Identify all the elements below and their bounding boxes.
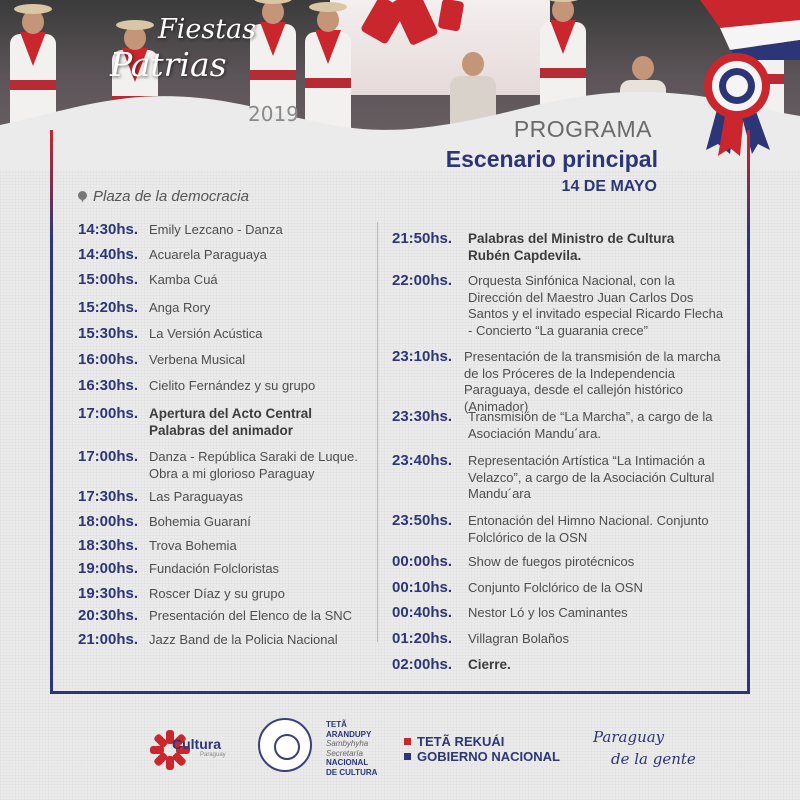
schedule-item: Conjunto Folclórico de la OSN	[468, 580, 643, 595]
schedule-item: La Versión Acústica	[149, 326, 263, 341]
government-logo	[404, 734, 560, 764]
schedule-item: Nestor Ló y los Caminantes	[468, 605, 628, 620]
cultura-logo-label: Cultura	[172, 736, 221, 752]
schedule-time: 17:00hs.	[78, 405, 139, 422]
paraguay-flag-decoration	[690, 0, 800, 60]
schedule-item: Show de fuegos pirotécnicos	[468, 554, 635, 569]
snc-logo-text	[326, 720, 377, 777]
schedule-time: 00:00hs.	[392, 553, 453, 570]
gov-line-1: TETÃ REKUÁI	[417, 734, 505, 749]
schedule-time: 17:30hs.	[78, 488, 139, 505]
schedule-time: 00:40hs.	[392, 604, 453, 621]
schedule-item: Orquesta Sinfónica Nacional, con la Dirección del Maestro Juan Carlos Dos Santos y el invitado especial Ricardo Flecha - Concierto “La guarania crece”	[468, 273, 724, 338]
schedule-item: Palabras del Ministro de Cultura Rubén Capdevila.	[468, 231, 675, 263]
blue-square-icon	[404, 753, 411, 760]
location-pin-icon	[78, 191, 87, 203]
schedule-time: 19:30hs.	[78, 585, 139, 602]
schedule-time: 16:00hs.	[78, 351, 139, 368]
schedule-time: 14:30hs.	[78, 221, 139, 238]
schedule-time: 02:00hs.	[392, 656, 453, 673]
brand-line-1: Fiestas	[158, 14, 257, 45]
cultura-logo-sub: Paraguay	[200, 752, 226, 758]
schedule-time: 15:30hs.	[78, 325, 139, 342]
schedule-item: Verbena Musical	[149, 352, 246, 367]
paraguay-tagline	[593, 726, 696, 770]
schedule-time: 01:20hs.	[392, 630, 453, 647]
snc-line: Secretaría	[326, 748, 363, 758]
snc-line: Sambyhyha	[326, 739, 369, 748]
snc-line: DE CULTURA	[326, 767, 378, 777]
cultura-logo-icon	[150, 722, 240, 782]
schedule-item: Villagran Bolaños	[468, 631, 569, 646]
national-seal-icon	[258, 718, 312, 772]
snc-line: NACIONAL	[326, 758, 369, 767]
schedule-item: Acuarela Paraguaya	[149, 247, 267, 262]
schedule-time: 15:20hs.	[78, 299, 139, 316]
tagline-line-1: Paraguay	[593, 728, 665, 746]
schedule-item: Roscer Díaz y su grupo	[149, 586, 285, 601]
schedule-item: Las Paraguayas	[149, 489, 243, 504]
location-label	[78, 188, 249, 205]
schedule-time: 17:00hs.	[78, 448, 139, 465]
snc-line: ARANDUPY	[326, 729, 372, 739]
schedule-time: 21:50hs.	[392, 230, 453, 247]
snc-line: TETÃ	[326, 720, 347, 729]
schedule-time: 19:00hs.	[78, 560, 139, 577]
gov-line-2: GOBIERNO NACIONAL	[417, 749, 560, 764]
schedule-time: 14:40hs.	[78, 246, 139, 263]
schedule-time: 21:00hs.	[78, 631, 139, 648]
schedule-time: 23:30hs.	[392, 408, 453, 425]
tagline-line-2: de la gente	[611, 750, 696, 768]
schedule-item: Presentación de la transmisión de la marcha de los Próceres de la Independencia Paraguaya, desde el callejón histórico (Animador)	[464, 349, 721, 414]
schedule-time: 20:30hs.	[78, 607, 139, 624]
brand-year: 2019	[248, 102, 299, 126]
schedule-item: Transmisión de “La Marcha”, a cargo de la Asociación Mandu´ara.	[468, 409, 713, 441]
schedule-item: Apertura del Acto Central Palabras del animador	[149, 406, 313, 438]
schedule-item: Bohemia Guaraní	[149, 514, 251, 529]
schedule-time: 23:50hs.	[392, 512, 453, 529]
schedule-item: Trova Bohemia	[149, 538, 237, 553]
schedule-item: Kamba Cuá	[149, 272, 218, 287]
schedule-time: 15:00hs.	[78, 271, 139, 288]
schedule-item: Emily Lezcano - Danza	[149, 222, 283, 237]
schedule-item: Fundación Folcloristas	[149, 561, 280, 576]
schedule-time: 23:10hs.	[392, 348, 453, 365]
schedule-item: Representación Artística “La Intimación a Velazco”, a cargo de la Asociación Cultural Mandu´ara	[468, 453, 715, 501]
red-square-icon	[404, 738, 411, 745]
event-brand-title	[110, 14, 310, 84]
schedule-item: Presentación del Elenco de la SNC	[149, 608, 353, 623]
schedule-time: 18:00hs.	[78, 513, 139, 530]
brand-line-2: Patrias	[110, 45, 227, 84]
schedule-time: 00:10hs.	[392, 579, 453, 596]
schedule-time: 23:40hs.	[392, 452, 453, 469]
schedule-item: Jazz Band de la Policia Nacional	[149, 632, 338, 647]
schedule-item: Cierre.	[468, 657, 511, 672]
schedule-time: 18:30hs.	[78, 537, 139, 554]
location-text: Plaza de la democracia	[93, 188, 249, 205]
stage-title: Escenario principal	[445, 146, 658, 172]
event-date: 14 DE MAYO	[561, 178, 657, 195]
schedule-item: Cielito Fernández y su grupo	[149, 378, 316, 393]
program-title: PROGRAMA	[513, 116, 652, 142]
schedule-item: Danza - República Saraki de Luque. Obra a mi glorioso Paraguay	[149, 449, 358, 481]
schedule-item: Anga Rory	[149, 300, 211, 315]
schedule-item: Entonación del Himno Nacional. Conjunto Folclórico de la OSN	[468, 513, 709, 545]
schedule-time: 22:00hs.	[392, 272, 453, 289]
schedule-time: 16:30hs.	[78, 377, 139, 394]
